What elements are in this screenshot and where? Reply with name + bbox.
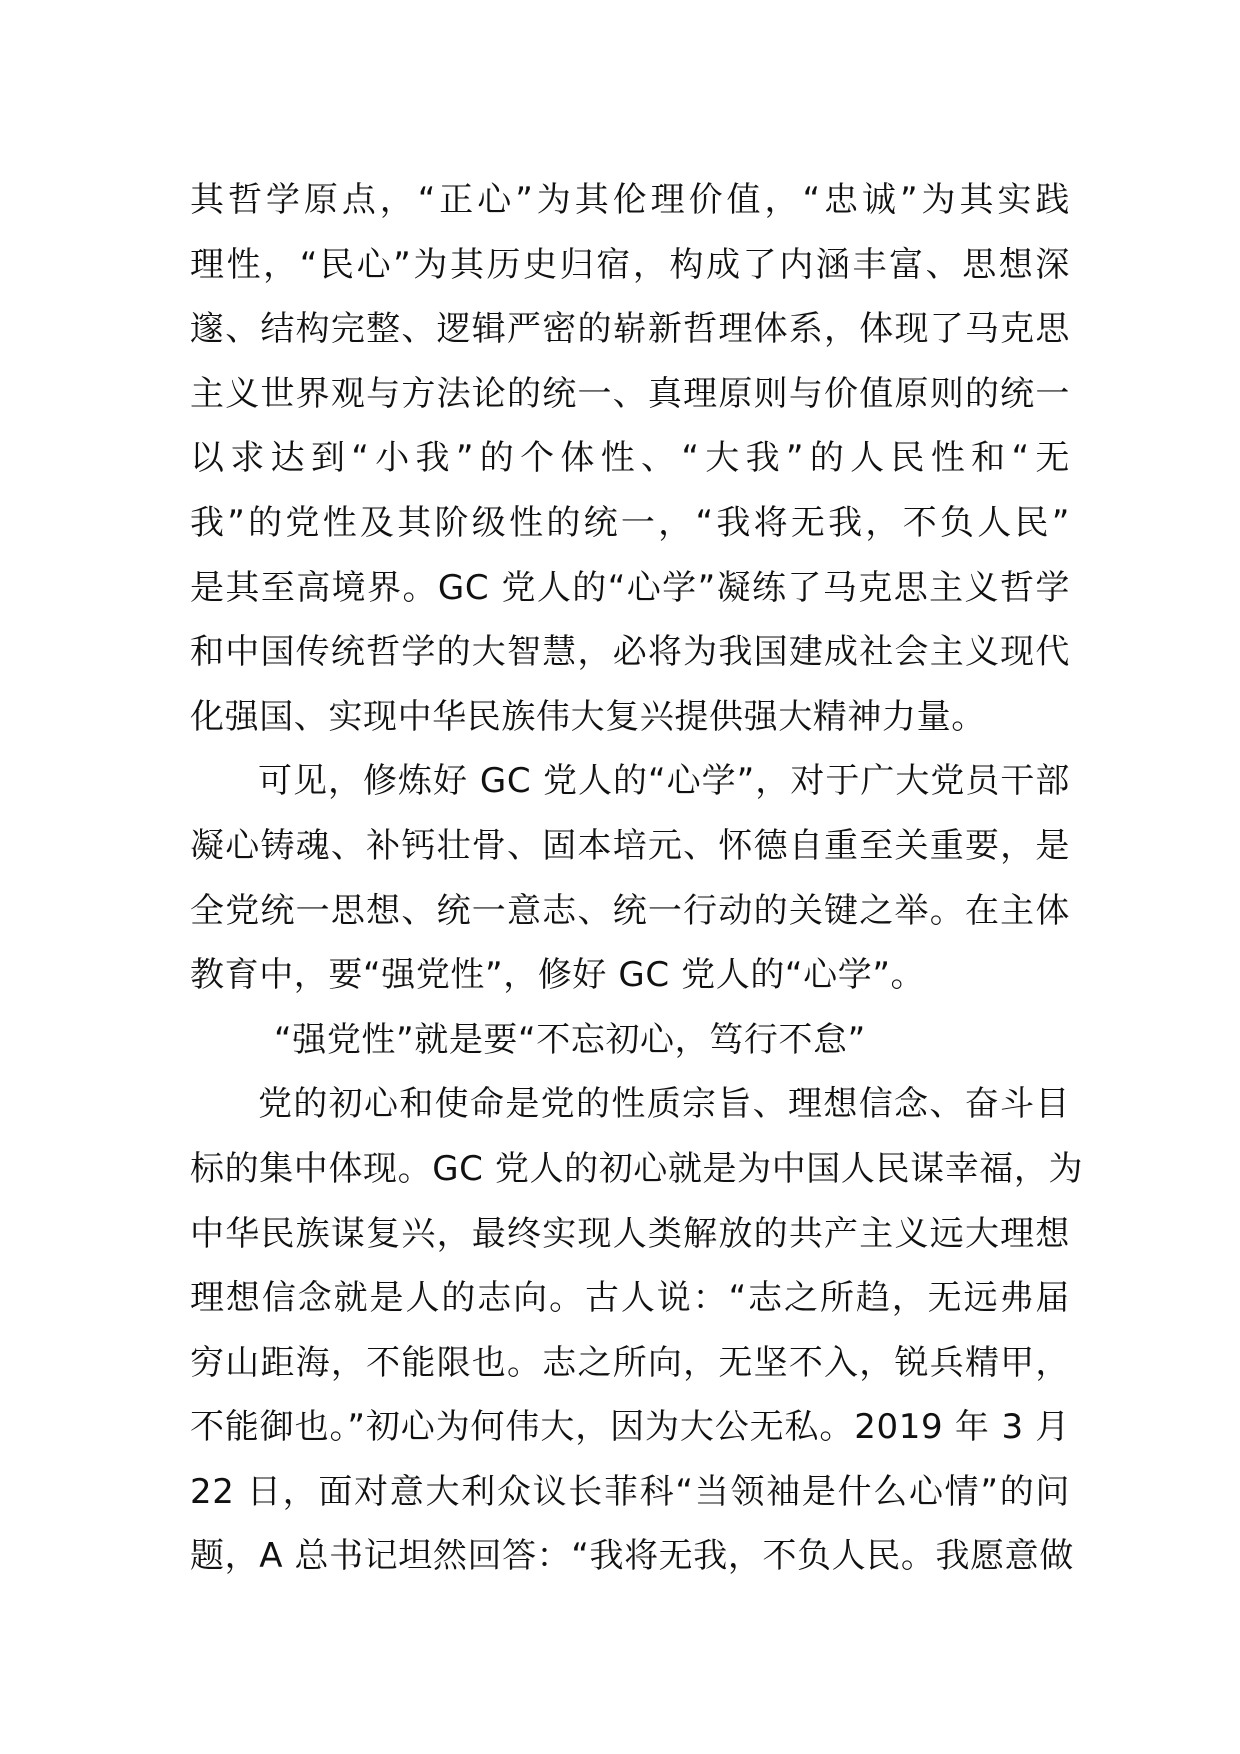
- text-line: 和中国传统哲学的大智慧，必将为我国建成社会主义现代: [190, 632, 1070, 673]
- text-line: 党的初心和使命是党的性质宗旨、理想信念、奋斗目: [258, 1084, 1070, 1125]
- body-text: [190, 168, 1084, 1589]
- text-line: 全党统一思想、统一意志、统一行动的关键之举。在主体: [190, 890, 1070, 931]
- text-line: 以求达到“小我”的个体性、“大我”的人民性和“无: [190, 438, 1070, 479]
- text-line: 其哲学原点，“正心”为其伦理价值，“忠诚”为其实践: [190, 180, 1070, 220]
- text-line: 邃、结构完整、逻辑严密的崭新哲理体系，体现了马克思: [190, 309, 1070, 350]
- text-line: 22 日，面对意大利众议长菲科“当领袖是什么心情”的问: [190, 1471, 1070, 1512]
- section-heading: [190, 1008, 1070, 1073]
- paragraph: [190, 749, 1070, 1007]
- text-line: 教育中，要“强党性”，修好 GC 党人的“心学”。: [190, 955, 926, 996]
- text-line: 主义世界观与方法论的统一、真理原则与价值原则的统一: [190, 373, 1070, 414]
- text-line: 理性，“民心”为其历史归宿，构成了内涵丰富、思想深: [190, 244, 1070, 285]
- text-line: 不能御也。”初心为何伟大，因为大公无私。2019 年 3 月: [190, 1407, 1070, 1448]
- text-line: 可见，修炼好 GC 党人的“心学”，对于广大党员干部: [258, 761, 1070, 802]
- paragraph: [190, 1072, 1084, 1589]
- text-line: 化强国、实现中华民族伟大复兴提供强大精神力量。: [190, 696, 986, 737]
- text-line: 我”的党性及其阶级性的统一，“我将无我，不负人民”: [190, 502, 1070, 543]
- text-line: 理想信念就是人的志向。古人说：“志之所趋，无远弗届: [190, 1278, 1070, 1319]
- text-line: 穷山距海，不能限也。志之所向，无坚不入，锐兵精甲，: [190, 1342, 1070, 1383]
- text-line: 是其至高境界。GC 党人的“心学”凝练了马克思主义哲学: [190, 567, 1070, 608]
- text-line: 凝心铸魂、补钙壮骨、固本培元、怀德自重至关重要，是: [190, 825, 1070, 866]
- heading-text: “强党性”就是要“不忘初心，笃行不怠”: [274, 1019, 866, 1060]
- paragraph: [190, 168, 1070, 749]
- text-line: 题，A 总书记坦然回答：“我将无我，不负人民。我愿意做: [190, 1536, 1074, 1577]
- text-line: 标的集中体现。GC 党人的初心就是为中国人民谋幸福，为: [190, 1148, 1084, 1189]
- text-line: 中华民族谋复兴，最终实现人类解放的共产主义远大理想: [190, 1213, 1070, 1254]
